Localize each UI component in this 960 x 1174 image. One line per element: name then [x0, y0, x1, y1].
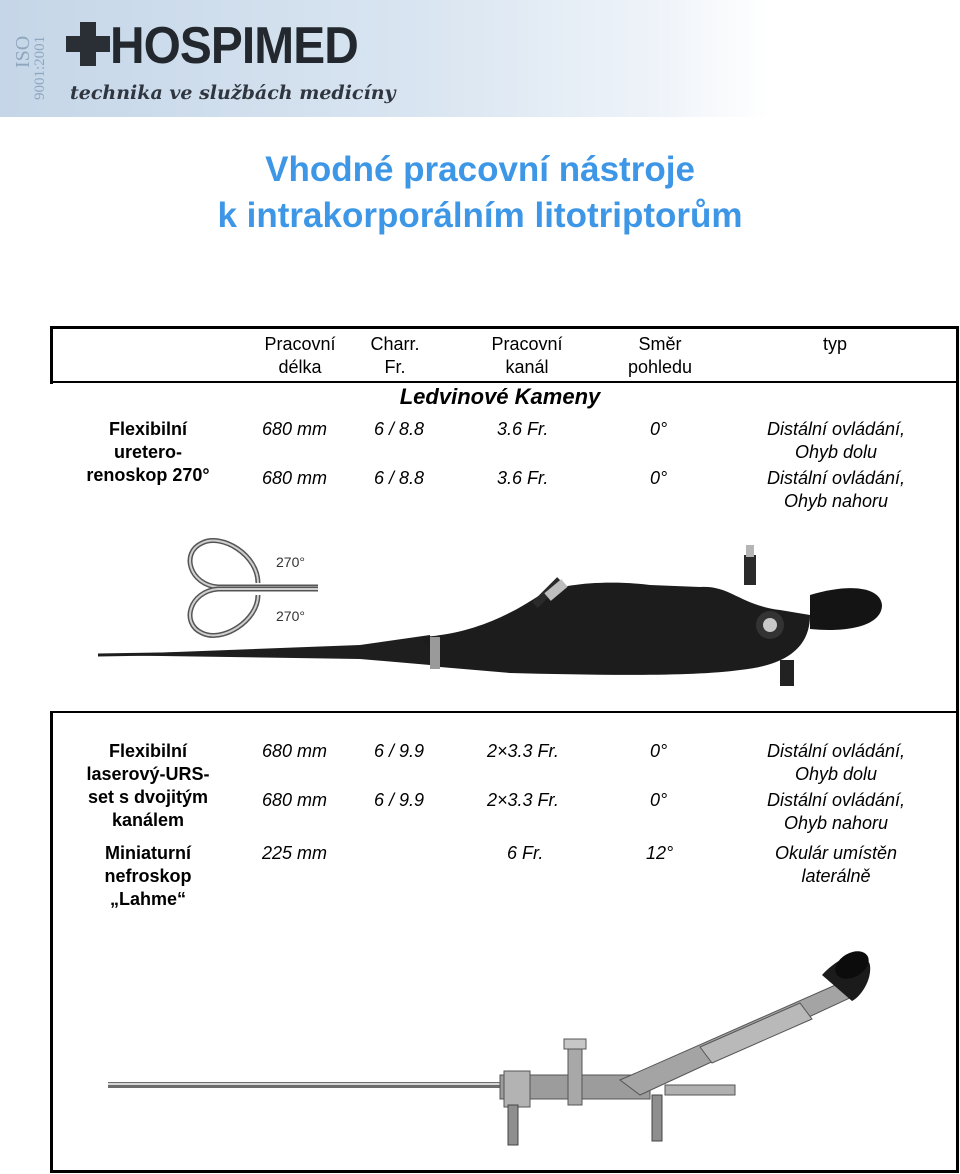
header-working-channel: Pracovní kanál: [491, 334, 563, 377]
cell-length: 680 mm: [262, 741, 328, 761]
cell-charr: 6 / 9.9: [374, 790, 425, 810]
table-border-left: [50, 326, 53, 384]
medical-cross-icon: [66, 22, 110, 66]
table-border-left-lower: [50, 712, 53, 1172]
section-label: Ledvinové Kameny: [399, 384, 601, 409]
table-border-bottom: [50, 1170, 959, 1173]
cell-direction: 0°: [650, 468, 668, 488]
cell-type: Distální ovládání, Ohyb nahoru: [766, 790, 906, 833]
bend-label-up: 270°: [276, 554, 305, 570]
header-working-length: Pracovní délka: [264, 334, 336, 377]
table-border-top: [50, 326, 958, 329]
cell-channel: 3.6 Fr.: [497, 419, 549, 439]
cell-charr: 6 / 8.8: [374, 419, 425, 439]
cell-type: Distální ovládání, Ohyb dolu: [766, 419, 906, 462]
header-view-direction: Směr pohledu: [627, 334, 693, 377]
iso-certification: [4, 8, 52, 108]
cell-charr: 6 / 8.8: [374, 468, 425, 488]
cell-length: 680 mm: [262, 419, 328, 439]
cell-direction: 0°: [650, 741, 668, 761]
cell-charr: 6 / 9.9: [374, 741, 425, 761]
ureterorenoscope-image: [90, 525, 890, 705]
cell-type: Distální ovládání, Ohyb nahoru: [766, 468, 906, 511]
cell-direction: 12°: [646, 843, 674, 863]
header-banner: [0, 0, 770, 117]
brand-logo: HOSPIMED: [110, 17, 358, 75]
brand-tagline: technika ve službách medicíny: [70, 82, 396, 104]
cell-direction: 0°: [650, 419, 668, 439]
nephroscope-image: [100, 935, 880, 1160]
iso-number: 9001:2001: [32, 35, 48, 100]
table-section-divider: [50, 711, 958, 713]
bend-label-down: 270°: [276, 608, 305, 624]
product-name-laser-urs-set: Flexibilní laserový-URS- set s dvojitým kanálem: [86, 741, 210, 830]
cell-direction: 0°: [650, 790, 668, 810]
cell-length: 225 mm: [262, 843, 328, 863]
iso-label: ISO: [12, 35, 34, 68]
table-border-right: [956, 326, 959, 1172]
product-name-ureterorenoscope: Flexibilní uretero- renoskop 270°: [86, 419, 210, 485]
table-header-divider: [50, 381, 958, 383]
page-title-line2: k intrakorporálním litotriptorům: [217, 196, 743, 235]
cell-length: 680 mm: [262, 790, 328, 810]
cell-channel: 3.6 Fr.: [497, 468, 549, 488]
cell-channel: 2×3.3 Fr.: [487, 741, 559, 761]
cell-channel: 6 Fr.: [507, 843, 544, 863]
cell-type: Okulár umístěn laterálně: [774, 843, 898, 886]
cell-channel: 2×3.3 Fr.: [487, 790, 559, 810]
header-type: typ: [822, 334, 847, 354]
header-charr: Charr. Fr.: [370, 334, 420, 377]
page-title-line1: Vhodné pracovní nástroje: [265, 150, 695, 189]
cell-length: 680 mm: [262, 468, 328, 488]
product-name-mini-nephroscope: Miniaturní nefroskop „Lahme“: [104, 843, 192, 909]
cell-type: Distální ovládání, Ohyb dolu: [766, 741, 906, 784]
